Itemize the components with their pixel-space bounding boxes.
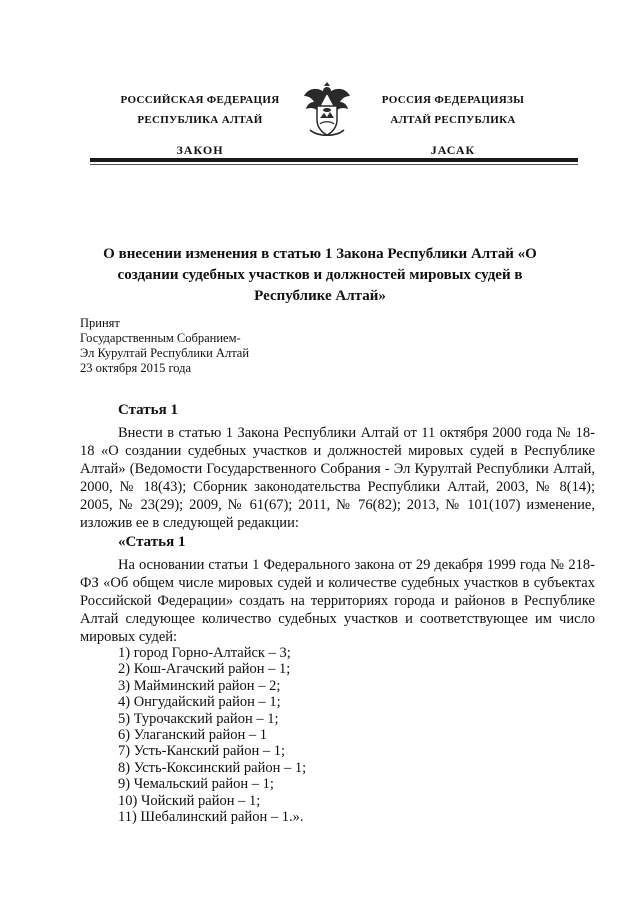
list-item: 10) Чойский район – 1; (118, 792, 261, 809)
header-right-block (358, 90, 548, 160)
list-item: 7) Усть-Канский район – 1; (118, 743, 285, 760)
adoption-line: Принят (80, 316, 120, 330)
list-item: 11) Шебалинский район – 1.». (118, 809, 304, 826)
list-item: 2) Кош-Агачский район – 1; (118, 661, 291, 678)
article-1-text: Внести в статью 1 Закона Республики Алтай от 11 октября 2000 года № 18-18 «О создании судебных участков и должностей мировых судей в Республике Алтай» (Ведомости Государственного Собрания - Эл Курултай Республики Алтай, 2000, № 18(43); Сборник законодательства Республики Алтай, 2003, № 8(14); 2005, № 23(29); 2009, № 61(67); 2011, № 76(82); 2013, № 101(107) изменение, изложив ее в следующей редакции: (80, 425, 595, 531)
header-left-country: РОССИЙСКАЯ ФЕДЕРАЦИЯ (120, 94, 280, 106)
law-title: О внесении изменения в статью 1 Закона Республики Алтай «О создании судебных участков и должностей мировых судей в Республике Алтай» (103, 246, 537, 304)
header-right-republic: АЛТАЙ РЕСПУБЛИКА (390, 114, 516, 126)
quoted-article-text: На основании статьи 1 Федерального закона от 29 декабря 1999 года № 218-ФЗ «Об общем числе мировых судей и количестве судебных участков в субъектах Российской Федерации» создать на территориях города и районов в Республике Алтай следующее количество судебных участков и соответствующее им число мировых судей: (80, 557, 595, 645)
list-item: 5) Турочакский район – 1; (118, 710, 279, 727)
adoption-line: Государственным Собранием- (80, 331, 241, 345)
list-item: 9) Чемальский район – 1; (118, 776, 274, 793)
adoption-info (80, 316, 249, 376)
list-item: 3) Майминский район – 2; (118, 677, 281, 694)
adoption-date: 23 октября 2015 года (80, 361, 192, 375)
header-divider-thick (90, 158, 578, 162)
header-right-law: JАСАК (430, 143, 476, 157)
district-list (118, 645, 306, 825)
header-left-republic: РЕСПУБЛИКА АЛТАЙ (137, 114, 263, 126)
list-item: 6) Улаганский район – 1 (118, 727, 267, 744)
header-left-block (105, 90, 295, 160)
header-divider-thin (90, 164, 578, 165)
list-item: 1) город Горно-Алтайск – 3; (118, 645, 291, 661)
list-item: 4) Онгудайский район – 1; (118, 694, 281, 711)
adoption-line: Эл Курултай Республики Алтай (80, 346, 250, 360)
article-1-heading: Статья 1 (118, 402, 178, 418)
header-right-country: РОССИЯ ФЕДЕРАЦИЯЗЫ (381, 94, 525, 106)
header-left-law: ЗАКОН (176, 143, 224, 157)
coat-of-arms-icon (300, 80, 354, 140)
quoted-article-heading: «Статья 1 (118, 534, 186, 550)
list-item: 8) Усть-Коксинский район – 1; (118, 759, 307, 776)
